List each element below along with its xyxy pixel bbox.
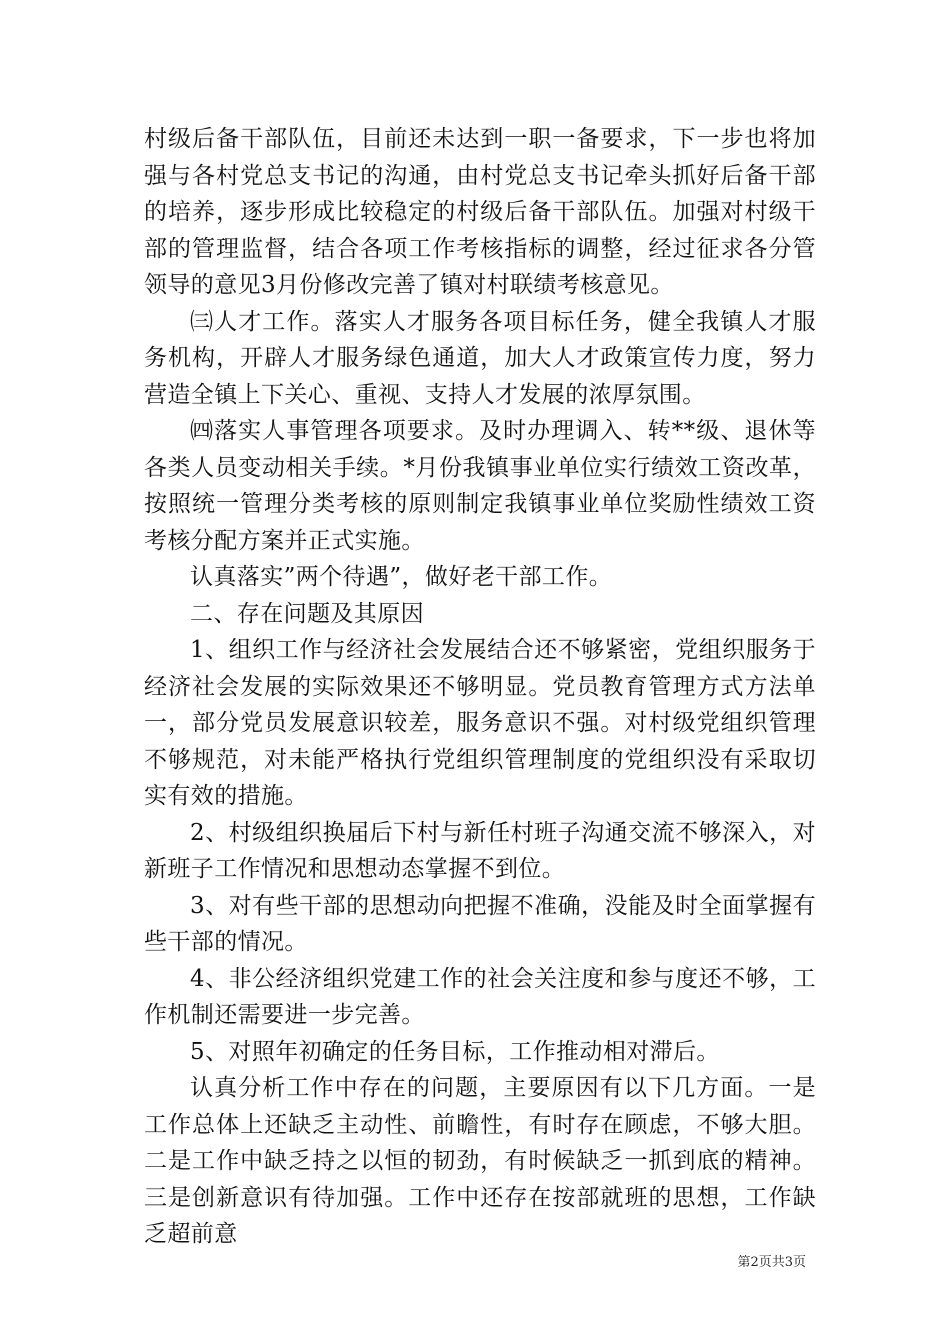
section-heading-problems: 二、存在问题及其原因	[190, 600, 424, 627]
paragraph-veteran-cadres: 认真落实”两个待遇”，做好老干部工作。	[190, 564, 613, 590]
paragraph-reserve-cadres: 村级后备干部队伍，目前还未达到一职一备要求，下一步也将加强与各村党总支书记的沟通，由村党总支书记牵头抓好后备干部的培养，逐步形成比较稳定的村级后备干部队伍。加强对村级干部的管理监督，结合各项工作考核指标的调整，经过征求各分管领导的意见3月份修改完善了镇对村联绩考核意见。	[144, 126, 816, 298]
document-body	[144, 121, 816, 1253]
paragraph-problem-3: 3、对有些干部的思想动向把握不准确，没能及时全面掌握有些干部的情况。	[144, 892, 816, 955]
paragraph-problem-2: 2、村级组织换届后下村与新任村班子沟通交流不够深入，对新班子工作情况和思想动态掌握不到位。	[144, 819, 816, 882]
paragraph-causes: 认真分析工作中存在的问题，主要原因有以下几方面。一是工作总体上还缺乏主动性、前瞻性，有时存在顾虑，不够大胆。二是工作中缺乏持之以恒的韧劲，有时候缺乏一抓到底的精神。三是创新意识有待加强。工作中还存在按部就班的思想，工作缺乏超前意	[144, 1075, 816, 1247]
paragraph-talent-work: ㈢人才工作。落实人才服务各项目标任务，健全我镇人才服务机构，开辟人才服务绿色通道，加大人才政策宣传力度，努力营造全镇上下关心、重视、支持人才发展的浓厚氛围。	[144, 308, 816, 408]
paragraph-problem-5: 5、对照年初确定的任务目标，工作推动相对滞后。	[190, 1038, 720, 1065]
page-number-footer: 第2页共3页	[737, 1255, 806, 1270]
paragraph-problem-4: 4、非公经济组织党建工作的社会关注度和参与度还不够，工作机制还需要进一步完善。	[144, 965, 816, 1028]
paragraph-problem-1: 1、组织工作与经济社会发展结合还不够紧密，党组织服务于经济社会发展的实际效果还不够明显。党员教育管理方式方法单一，部分党员发展意识较差，服务意识不强。对村级党组织管理不够规范，对未能严格执行党组织管理制度的党组织没有采取切实有效的措施。	[144, 637, 816, 809]
paragraph-personnel-management: ㈣落实人事管理各项要求。及时办理调入、转**级、退休等各类人员变动相关手续。*月份我镇事业单位实行绩效工资改革，按照统一管理分类考核的原则制定我镇事业单位奖励性绩效工资考核分配方案并正式实施。	[144, 418, 816, 554]
